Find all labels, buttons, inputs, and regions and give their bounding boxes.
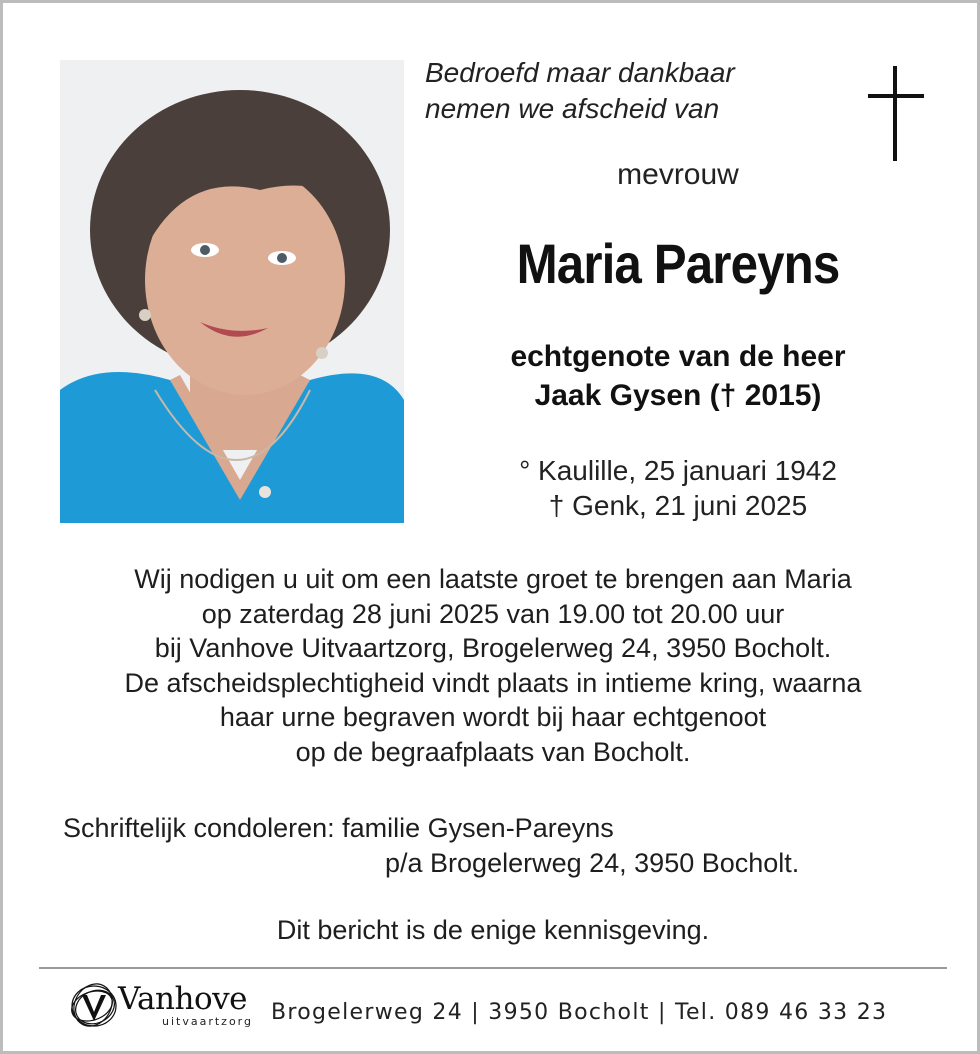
vanhove-logo <box>68 981 258 1031</box>
announcement-line: De afscheidsplechtigheid vindt plaats in intieme kring, waarna <box>124 667 862 698</box>
vanhove-logo-mark <box>68 981 120 1031</box>
announcement-text <box>33 562 953 769</box>
announcement-line: bij Vanhove Uitvaartzorg, Brogelerweg 24, 3950 Bocholt. <box>154 633 832 663</box>
cross-icon <box>868 66 924 161</box>
condolence-info <box>63 811 943 881</box>
spouse-line-2: Jaak Gysen († 2015) <box>534 379 822 412</box>
announcement-line: op zaterdag 28 juni 2025 van 19.00 tot 20.00 uur <box>201 598 785 629</box>
logo-name: Vanhove <box>118 981 247 1017</box>
spouse-line-1: echtgenote van de heer <box>510 340 846 373</box>
portrait-photo <box>60 60 404 523</box>
condolence-line-2: p/a Brogelerweg 24, 3950 Bocholt. <box>385 848 800 878</box>
life-dates <box>433 453 923 523</box>
condolence-line-1: Schriftelijk condoleren: familie Gysen-Pareyns <box>63 813 614 843</box>
footer-address: Brogelerweg 24 | 3950 Bocholt | Tel. 089 46 33 23 <box>271 1000 888 1025</box>
salutation: mevrouw <box>617 158 739 191</box>
intro-line-2: nemen we afscheid van <box>425 93 720 124</box>
divider <box>39 967 947 969</box>
announcement-line: op de begraafplaats van Bocholt. <box>295 736 691 767</box>
deceased-name: Maria Pareyns <box>516 232 840 295</box>
intro-text <box>425 55 845 127</box>
death-date: † Genk, 21 juni 2025 <box>548 490 808 521</box>
notice-text: Dit bericht is de enige kennisgeving. <box>276 915 710 945</box>
birth-date: ° Kaulille, 25 januari 1942 <box>519 455 837 486</box>
announcement-line: Wij nodigen u uit om een laatste groet te brengen aan Maria <box>134 564 852 594</box>
intro-line-1: Bedroefd maar dankbaar <box>425 57 735 88</box>
logo-subtitle: uitvaartzorg <box>162 1015 253 1028</box>
spouse-info <box>433 337 923 415</box>
announcement-line: haar urne begraven wordt bij haar echtgenoot <box>219 702 767 732</box>
